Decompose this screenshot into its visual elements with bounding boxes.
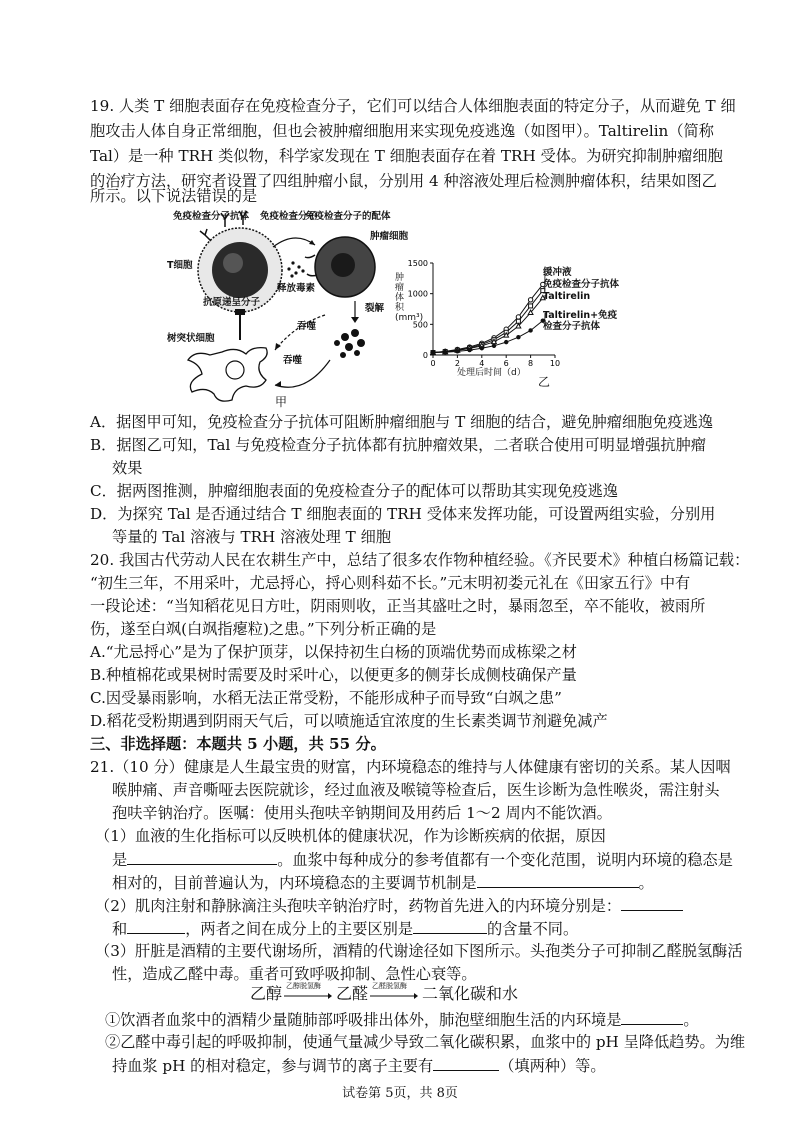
- data-point: [480, 346, 484, 350]
- data-point: [528, 298, 532, 302]
- label-engulf-1: 吞噬: [297, 321, 317, 332]
- section-3-heading: 三、非选择题：本题共 5 小题，共 55 分。: [90, 735, 386, 753]
- legend-combo: Taltirelin+免疫检查分子抗体: [543, 310, 618, 332]
- q21-part2-line2: [112, 918, 578, 939]
- answer-blank-6[interactable]: [621, 1009, 683, 1025]
- q20-option-a[interactable]: A.“尤忌捋心”是为了保护顶芽，以保持初生白杨的顶端优势而成栋梁之材: [90, 643, 577, 661]
- q19-option-b-cont: 效果: [112, 459, 143, 477]
- q21-sub1: [105, 1009, 699, 1030]
- q21-part2-end: 的含量不同。: [487, 920, 579, 938]
- answer-blank-1[interactable]: [127, 849, 277, 865]
- x-tick-label: 4: [479, 359, 485, 368]
- data-point: [492, 344, 496, 348]
- q19-line-3: Tal）是一种 TRH 类似物，科学家发现在 T 细胞表面存在着 TRH 受体。为研究抑制肿瘤细胞: [90, 147, 723, 165]
- q21-part1-line2: [112, 849, 733, 870]
- label-checkpoint-molecule: 免疫检查分子: [260, 211, 318, 222]
- q20-line-3: 一段论述：“当知稻花见日方吐，阴雨则收，正当其盛吐之时，暴雨忽至，卒不能收，被雨所: [90, 597, 706, 615]
- answer-blank-4[interactable]: [127, 918, 185, 934]
- reaction-pathway: [250, 982, 590, 1006]
- q19-line-4: 的治疗方法，研究者设置了四组肿瘤小鼠，分别用 4 种溶液处理后检测肿瘤体积，结果如图乙: [90, 172, 717, 190]
- q21-part2-and: 和: [112, 920, 128, 938]
- series-line-3: [433, 321, 543, 353]
- q21-part2-mid: ，两者之间在成分上的主要区别是: [185, 920, 413, 938]
- q21-sub2-text: 持血浆 pH 的相对稳定，参与调节的离子主要有: [112, 1057, 434, 1075]
- q20-option-d[interactable]: D.稻花受粉期遇到阴雨天气后，可以喷施适宜浓度的生长素类调节剂避免减产: [90, 712, 608, 730]
- answer-blank-3[interactable]: [621, 895, 683, 911]
- q21-sub1-text: ①饮酒者血浆中的酒精少量随肺部呼吸排出体外，肺泡壁细胞生活的内环境是: [105, 1011, 622, 1029]
- q20-option-b[interactable]: B.种植棉花或果树时需要及时采叶心，以便更多的侧芽长成侧枝确保产量: [90, 666, 577, 684]
- y-axis-label: 肿瘤体积(mm³): [395, 273, 424, 323]
- label-dendritic-cell: 树突状细胞: [167, 333, 215, 344]
- label-ligand: 免疫检查分子的配体: [305, 211, 391, 222]
- x-tick-label: 6: [503, 359, 509, 368]
- q20-line-2: “初生三年，不用采叶，尤忌捋心，捋心则科茹不长。”元末明初娄元礼在《田家五行》中有: [90, 574, 691, 592]
- figure-b: [395, 255, 655, 410]
- q21-part1-mechanism-text: 相对的，目前普遍认为，内环境稳态的主要调节机制是: [112, 874, 477, 892]
- label-antigen-presenting: 抗原递呈分子: [203, 297, 261, 308]
- x-axis-label: 处理后时间（d）: [457, 368, 526, 378]
- q20-line-1: 20. 我国古代劳动人民在农耕生产中，总结了很多农作物种植经验。《齐民要术》种植白杨篇记载：: [90, 551, 750, 569]
- figure-a-caption: 甲: [275, 395, 288, 409]
- q21-sub2-end: （填两种）等。: [499, 1057, 606, 1075]
- q21-intro-3: 孢呋辛钠治疗。医嘱：使用头孢呋辛钠期间及用药后 1～2 周内不能饮酒。: [112, 804, 612, 822]
- q21-part1-line1: （1）血液的生化指标可以反映机体的健康状况，作为诊断疾病的依据，原因: [95, 827, 606, 845]
- q19-option-c[interactable]: C．据两图推测，肿瘤细胞表面的免疫检查分子的配体可以帮助其实现免疫逃逸: [90, 482, 618, 500]
- page-footer: 试卷第 5页，共 8页: [342, 1086, 458, 1101]
- q21-intro-1: 21.（10 分）健康是人生最宝贵的财富，内环境稳态的维持与人体健康有密切的关系。某人因咽: [90, 758, 731, 776]
- data-point: [467, 348, 471, 352]
- legend-taltirelin: Taltirelin: [543, 291, 591, 302]
- figure-b-caption: 乙: [538, 375, 551, 389]
- data-point: [504, 340, 508, 344]
- y-tick-label: 0: [422, 351, 428, 360]
- q21-intro-2: 喉肿痛、声音嘶哑去医院就诊，经过血液及喉镜等检查后，医生诊断为急性喉炎，需注射头: [112, 781, 720, 799]
- q21-part2-text: （2）肌肉注射和静脉滴注头孢呋辛钠治疗时，药物首先进入的内环境分别是：: [95, 897, 622, 915]
- series-line-1: [433, 291, 543, 353]
- q21-part1-after-blank: 。血浆中每种成分的参考值都有一个变化范围，说明内环境的稳态是: [277, 851, 733, 869]
- reaction-arrow-1: [284, 992, 332, 1000]
- reaction-enzyme-1: 乙醇脱氢酶: [286, 982, 321, 990]
- label-engulf-2: 吞噬: [283, 355, 303, 366]
- answer-blank-2[interactable]: [477, 872, 639, 888]
- q19-line-5: 所示。以下说法错误的是: [90, 187, 258, 205]
- answer-blank-7[interactable]: [433, 1055, 499, 1071]
- label-t-cell: T细胞: [167, 260, 193, 271]
- x-tick-label: 2: [454, 359, 460, 368]
- data-point: [443, 350, 447, 354]
- y-tick-label: 500: [412, 320, 428, 330]
- q21-part3-line2: 性，造成乙醛中毒。重者可致呼吸抑制、急性心衰等。: [112, 965, 477, 983]
- y-tick-label: 1500: [407, 259, 428, 268]
- data-point: [455, 349, 459, 353]
- label-tumor-cell: 肿瘤细胞: [370, 231, 409, 242]
- data-point: [529, 304, 533, 308]
- reaction-arrow-2: [370, 992, 418, 1000]
- reaction-enzyme-2: 乙醛脱氢酶: [372, 982, 407, 990]
- data-point: [516, 315, 520, 319]
- x-tick-label: 10: [549, 359, 561, 368]
- q19-option-b[interactable]: B．据图乙可知，Tal 与免疫检查分子抗体都有抗肿瘤效果，二者联合使用可明显增强抗肿瘤: [90, 436, 706, 454]
- x-tick-label: 0: [430, 359, 436, 368]
- x-tick-label: 8: [528, 359, 534, 368]
- y-tick-label: 1000: [407, 289, 428, 299]
- q21-part1-line3: [112, 872, 654, 893]
- answer-blank-5[interactable]: [413, 918, 487, 934]
- q21-sub1-period: 。: [683, 1011, 699, 1029]
- label-lysis: 裂解: [365, 303, 385, 314]
- q21-sub2-line2: [112, 1055, 606, 1076]
- q21-part2-line1: [95, 895, 683, 916]
- q19-option-a[interactable]: A．据图甲可知，免疫检查分子抗体可阻断肿瘤细胞与 T 细胞的结合，避免肿瘤细胞免疫逃逸: [90, 413, 714, 431]
- q19-line-1: 19. 人类 T 细胞表面存在免疫检查分子，它们可以结合人体细胞表面的特定分子，从而避免 T 细: [90, 97, 736, 115]
- data-point: [431, 350, 435, 354]
- label-checkpoint-antibody: 免疫检查分子抗体: [173, 211, 250, 222]
- reaction-acetaldehyde: 乙醛: [336, 984, 369, 1003]
- q20-option-c[interactable]: C.因受暴雨影响，水稻无法正常受粉，不能形成种子而导致“白飒之患”: [90, 689, 562, 707]
- q19-option-d[interactable]: D．为探究 Tal 是否通过结合 T 细胞表面的 TRH 受体来发挥功能，可设置两组实验，分别用: [90, 505, 716, 523]
- q21-part1-shi: 是: [112, 851, 128, 869]
- legend-buffer: 缓冲液: [543, 267, 572, 278]
- data-point: [528, 328, 532, 332]
- q21-sub2-line1: ②乙醛中毒引起的呼吸抑制，使通气量减少导致二氧化碳积累，血浆中的 pH 呈降低趋势。为维: [105, 1033, 746, 1051]
- q19-line-2: 胞攻击人体自身正常细胞，但也会被肿瘤细胞用来实现免疫逃逸（如图甲）。Taltirelin（简称: [90, 122, 714, 140]
- label-release-toxin: 释放毒素: [277, 283, 316, 294]
- reaction-products: 二氧化碳和水: [422, 984, 519, 1003]
- q21-part3-line1: （3）肝脏是酒精的主要代谢场所，酒精的代谢途径如下图所示。头孢类分子可抑制乙醛脱氢酶活: [95, 942, 743, 960]
- legend-antibody: 免疫检查分子抗体: [543, 279, 620, 290]
- q21-part1-period: 。: [638, 874, 654, 892]
- data-point: [516, 335, 520, 339]
- q19-option-d-cont: 等量的 Tal 溶液与 TRH 溶液处理 T 细胞: [112, 528, 392, 546]
- q20-line-4: 伤，遂至白飒(白飒指瘪粒)之患。”下列分析正确的是: [90, 620, 437, 638]
- reaction-ethanol: 乙醇: [250, 984, 283, 1003]
